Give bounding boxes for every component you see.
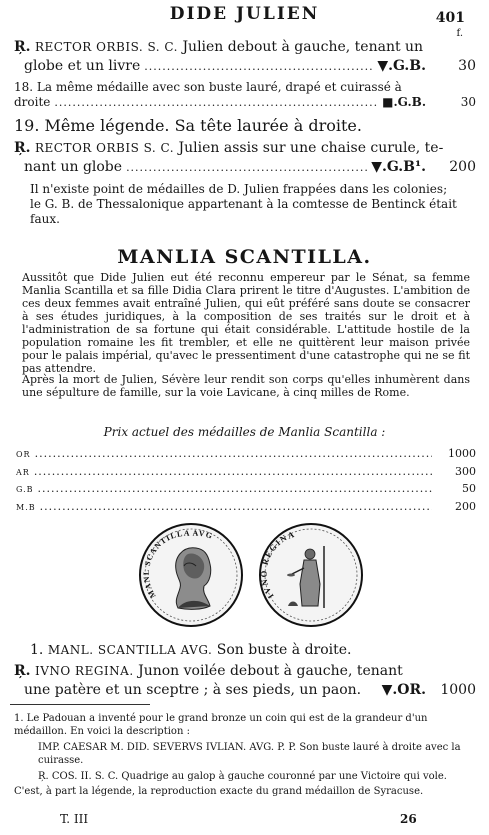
price-value: 300	[455, 465, 476, 478]
price-value: 50	[462, 482, 476, 495]
entry-line	[14, 681, 476, 700]
entry-line	[14, 95, 476, 110]
note-paragraph: Il n'existe point de médailles de D. Julien frappées dans les colonies; le G. B. de Thessalonique appartenant à la comtesse de Bentinck était faux.	[30, 182, 457, 226]
metal-label: AR	[16, 468, 30, 477]
entry-line	[14, 57, 476, 76]
rarity-grade: ▼.G.B.	[377, 58, 426, 74]
history-paragraph-2: Après la mort de Julien, Sévère leur rendit son corps qu'elles inhumèrent dans une sépulture de famille, sur la voie Lavicane, à cinq milles de Rome.	[22, 373, 470, 399]
rarity-grade: ▼.OR.	[381, 682, 426, 698]
entry-reverse-rector-orbis-2	[14, 139, 476, 177]
footnote-conclusion: C'est, à part la légende, la reproduction exacte du grand médaillon de Syracuse.	[14, 786, 424, 797]
obverse-legend: MANL SCANTILLA AVG	[141, 528, 215, 600]
price: 1000	[440, 682, 476, 698]
leader-dots	[35, 447, 432, 460]
rarity-grade: ▼.G.B¹.	[371, 159, 426, 175]
volume-mark: T. III	[60, 812, 89, 826]
coin-obverse-illustration	[138, 522, 244, 628]
footnote-obverse-legend: IMP. CAESAR M. DID. SEVERVS IVLIAN. AVG. P. P. Son buste lauré à droite avec la cuirasse.	[38, 742, 461, 766]
price-value: 200	[455, 500, 476, 513]
entry-19: 19. Même légende. Sa tête laurée à droite.	[14, 116, 362, 135]
leader-dots	[34, 465, 432, 478]
description: globe et un livre	[24, 58, 141, 74]
price: 30	[458, 58, 476, 74]
leader-dots	[38, 482, 432, 495]
description: Julien assis sur une chaise curule, te-	[178, 140, 444, 156]
description: une patère et un sceptre ; à ses pieds, un paon.	[24, 682, 362, 698]
coin-caption-obverse	[30, 641, 476, 660]
entry-18	[14, 80, 476, 110]
reverse-legend: IVNO REGINA	[258, 528, 297, 601]
running-head: DIDE JULIEN	[169, 4, 320, 24]
price-row-ar	[16, 465, 476, 478]
description: Julien debout à gauche, tenant un	[182, 39, 424, 55]
metal-label: G.B	[16, 485, 34, 494]
leader-dots	[126, 158, 367, 177]
footnote-1: 1. Le Padouan a inventé pour le grand bronze un coin qui est de la grandeur d'un médaillon. En voici la description :	[14, 713, 428, 737]
legend: RECTOR ORBIS S. C.	[34, 141, 175, 155]
price: 30	[460, 95, 476, 109]
price: 200	[449, 159, 476, 175]
price-row-or	[16, 447, 476, 460]
reverse-mark: Ŗ.	[14, 663, 31, 679]
caption-number: 1.	[30, 642, 44, 658]
price-row-gb	[16, 482, 476, 495]
entry-line	[14, 38, 476, 57]
reverse-mark: Ŗ.	[14, 140, 31, 156]
gathering-number: 26	[400, 812, 417, 826]
entry-line	[14, 158, 476, 177]
description: droite	[14, 95, 51, 109]
section-title: MANLIA SCANTILLA.	[117, 246, 372, 268]
footnote-rule	[10, 704, 150, 705]
legend: MANL. SCANTILLA AVG.	[47, 643, 213, 657]
entry-reverse-rector-orbis	[14, 38, 476, 76]
metal-label: OR	[16, 450, 31, 459]
signature-mark: f.	[456, 28, 463, 39]
history-paragraph: Aussitôt que Dide Julien eut été reconnu empereur par le Sénat, sa femme Manlia Scantilla et sa fille Didia Clara prirent le titre d'Augustes. L'ambition de ces deux femmes avait entraîné Julien, qui eût préféré sans doute se consacrer à ses études juridiques, à la composition de ses traités sur le droit et à l'administration de sa fortune qui était considérable. L'attitude hostile de la population romaine les fit trembler, et elle ne quittèrent leur maison privée pour le palais impérial, qu'avec le pressentiment d'une catastrophe qui ne se fit pas attendre.	[22, 271, 470, 375]
leader-dots	[144, 57, 373, 76]
description: Junon voilée debout à gauche, tenant	[138, 663, 403, 679]
coin-caption-reverse	[14, 662, 476, 700]
page-number: 401	[435, 10, 465, 26]
metal-label: M.B	[16, 503, 36, 512]
price-value: 1000	[448, 447, 476, 460]
entry-line: 18. La même médaille avec son buste lauré, drapé et cuirassé à	[14, 80, 402, 94]
legend: RECTOR ORBIS. S. C.	[34, 40, 178, 54]
prices-title: Prix actuel des médailles de Manlia Scantilla :	[103, 425, 386, 439]
description: nant un globe	[24, 159, 123, 175]
coin-reverse-illustration	[258, 522, 364, 628]
reverse-mark: Ŗ.	[14, 39, 31, 55]
description: Son buste à droite.	[216, 642, 352, 658]
legend: IVNO REGINA.	[34, 664, 134, 678]
rarity-grade: ■.G.B.	[382, 95, 426, 109]
leader-dots	[54, 95, 378, 110]
footnote-reverse-legend: Ŗ. COS. II. S. C. Quadrige au galop à gauche couronné par une Victoire qui vole.	[38, 771, 447, 782]
leader-dots	[40, 500, 432, 513]
entry-line	[14, 662, 476, 681]
price-row-mb	[16, 500, 476, 513]
entry-line	[14, 139, 476, 158]
